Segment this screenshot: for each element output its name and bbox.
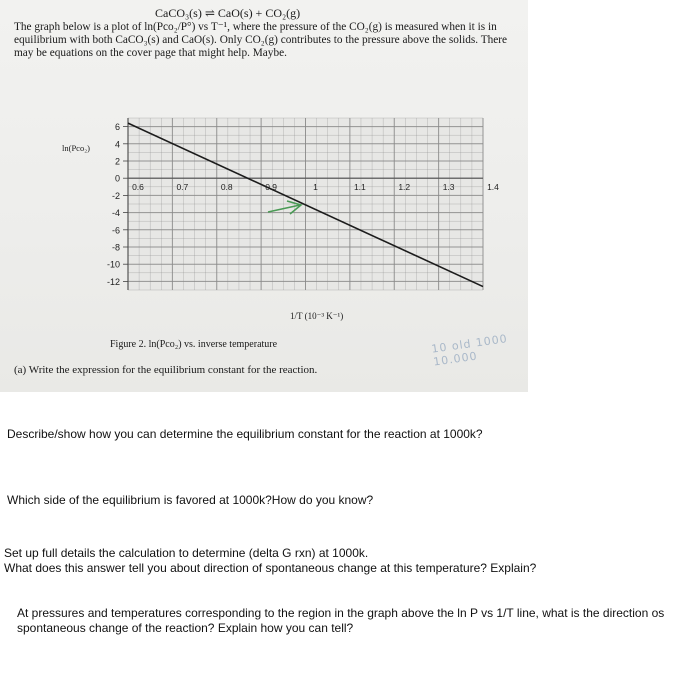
x-tick-labels — [132, 182, 499, 192]
x-axis-label: 1/T (10⁻³ K⁻¹) — [290, 311, 344, 321]
question-delta-g-setup: Set up full details the calculation to determine (delta G rxn) at 1000k. — [4, 546, 369, 560]
y-axis-label: ln(Pco₂) — [62, 143, 90, 153]
handwritten-note: 10 old 1000 10.000 — [430, 332, 509, 369]
y-tick-label: -6 — [111, 225, 120, 236]
x-tick-label: 0.9 — [265, 182, 278, 193]
x-tick-label: 1.2 — [398, 182, 411, 193]
x-tick-label: 1 — [313, 182, 318, 193]
y-tick-label: -12 — [106, 276, 120, 287]
y-tick-label: 6 — [114, 122, 120, 133]
y-tick-label: -8 — [111, 242, 120, 253]
x-tick-label: 0.6 — [132, 182, 144, 193]
question-favored-side: Which side of the equilibrium is favored at 1000k?How do you know? — [7, 493, 374, 507]
x-tick-label: 0.7 — [176, 182, 189, 193]
ln-p-vs-inverse-t-chart — [0, 0, 528, 392]
x-tick-label: 1.3 — [442, 182, 455, 193]
x-tick-label: 0.8 — [220, 182, 233, 193]
y-tick-label: 4 — [114, 139, 120, 150]
y-tick-label: -10 — [106, 259, 120, 270]
y-tick-label: -4 — [111, 208, 120, 219]
reaction-equation: CaCO₃(s) ⇌ CaO(s) + CO₂(g) — [155, 6, 301, 20]
figure-caption: Figure 2. ln(Pco₂) vs. inverse temperature — [110, 339, 278, 350]
y-tick-label: 0 — [114, 173, 120, 184]
y-tick-label: -2 — [111, 190, 120, 201]
worksheet-photo — [0, 0, 528, 392]
y-tick-labels — [107, 122, 128, 287]
question-spontaneous-direction: What does this answer tell you about direction of spontaneous change at this temperature? Explain? — [4, 561, 537, 575]
part-a-question: (a) Write the expression for the equilibrium constant for the reaction. — [14, 364, 318, 376]
y-tick-label: 2 — [114, 156, 120, 167]
x-tick-label: 1.1 — [353, 182, 366, 193]
problem-description: The graph below is a plot of ln(Pco₂/P°) vs T⁻¹, where the pressure of the CO₂(g) is measured when it is in equilibrium with both CaCO₃(s) and CaO(s). Only CO₂(g) contributes to the pressure above the solids. There may be equations on the cover page that might help. Maybe. — [14, 21, 508, 59]
question-equilibrium-constant: Describe/show how you can determine the equilibrium constant for the reaction at 1000k? — [7, 427, 483, 441]
question-region-above-line: At pressures and temperatures corresponding to the region in the graph above the ln P vs 1/T line, what is the direction os spontaneous change of the reaction? Explain how you can tell? — [17, 606, 665, 635]
x-tick-label: 1.4 — [487, 182, 499, 193]
